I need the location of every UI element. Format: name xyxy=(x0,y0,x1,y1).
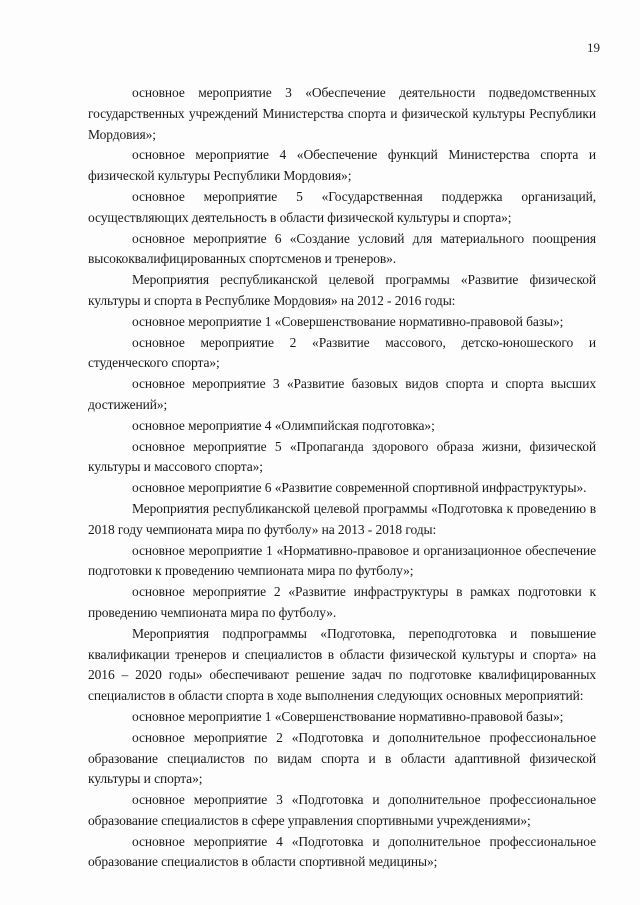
paragraph: основное мероприятие 1 «Совершенствование нормативно-правовой базы»; xyxy=(132,708,564,724)
paragraph: основное мероприятие 5 «Пропаганда здорового образа жизни, физической культуры и массового спорта»; xyxy=(88,438,596,475)
paragraph: основное мероприятие 4 «Подготовка и дополнительное профессиональное образование специалистов в области спортивной медицины»; xyxy=(88,833,596,870)
page-number: 19 xyxy=(587,40,600,55)
paragraph: основное мероприятие 4 «Олимпийская подготовка»; xyxy=(132,417,435,433)
paragraph: основное мероприятие 3 «Развитие базовых видов спорта и спорта высших достижений»; xyxy=(88,376,596,412)
body-text xyxy=(88,83,596,873)
paragraph: основное мероприятие 4 «Обеспечение функций Министерства спорта и физической культуры Республики Мордовия»; xyxy=(88,147,596,184)
paragraph: основное мероприятие 2 «Развитие инфраструктуры в рамках подготовки к проведению чемпионата мира по футболу». xyxy=(88,584,596,620)
paragraph: основное мероприятие 6 «Развитие современной спортивной инфраструктуры». xyxy=(132,480,587,496)
paragraph: основное мероприятие 5 «Государственная поддержка организаций, осуществляющих деятельность в области физической культуры и спорта»; xyxy=(88,188,596,225)
paragraph: основное мероприятие 3 «Обеспечение деятельности подведомственных государственных учреждений Министерства спорта и физической культуры Республики Мордовия»; xyxy=(88,85,596,142)
paragraph: основное мероприятие 2 «Подготовка и дополнительное профессиональное образование специалистов по видам спорта и в области адаптивной физической культуры и спорта»; xyxy=(88,729,596,787)
paragraph: основное мероприятие 3 «Подготовка и дополнительное профессиональное образование специалистов в сфере управления спортивными учреждениями»; xyxy=(88,792,596,828)
paragraph: Мероприятия подпрограммы «Подготовка, переподготовка и повышение квалификации тренеров и специалистов в области физической культуры и спорта» на 2016 – 2020 годы» обеспечивают решение задач по подготовке квалифицированных специалистов в области спорта в ходе выполнения следующих основных мероприятий: xyxy=(88,625,596,704)
paragraph: основное мероприятие 1 «Нормативно-правовое и организационное обеспечение подготовки к проведению чемпионата мира по футболу»; xyxy=(88,542,596,579)
paragraph: основное мероприятие 6 «Создание условий для материального поощрения высококвалифицированных спортсменов и тренеров». xyxy=(88,230,596,267)
paragraph: основное мероприятие 2 «Развитие массового, детско-юношеского и студенческого спорта»; xyxy=(88,334,596,371)
paragraph: Мероприятия республиканской целевой программы «Подготовка к проведению в 2018 году чемпионата мира по футболу» на 2013 - 2018 годы: xyxy=(88,500,596,537)
paragraph: основное мероприятие 1 «Совершенствование нормативно-правовой базы»; xyxy=(132,313,564,329)
paragraph: Мероприятия республиканской целевой программы «Развитие физической культуры и спорта в Республике Мордовия» на 2012 - 2016 годы: xyxy=(88,272,596,308)
